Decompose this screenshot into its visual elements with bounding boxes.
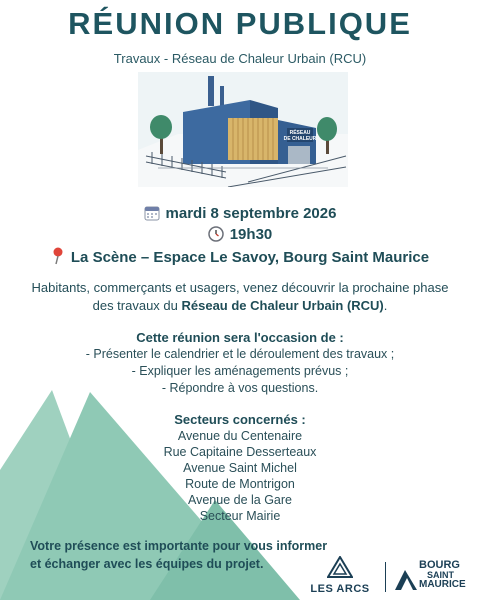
heating-plant-illustration [138,72,348,187]
bsm-line-2: SAINT [427,570,454,580]
les-arcs-text: LES ARCS [310,583,370,595]
map-pin-icon [51,247,65,265]
page-subtitle: Travaux - Réseau de Chaleur Urbain (RCU) [113,51,367,66]
intro-end: . [383,298,388,313]
intro-paragraph [20,279,460,315]
clock-icon [208,226,224,242]
bourg-saint-maurice-logo [393,558,473,594]
les-arcs-emblem-icon [327,556,353,578]
list-item: - Présenter le calendrier et le déroulement des travaux ; [85,347,395,361]
bsm-line-3: MAURICE [419,579,466,590]
bsm-mountain-icon [393,562,419,592]
list-item: - Répondre à vos questions. [161,381,319,395]
page-title: RÉUNION PUBLIQUE [68,6,412,41]
les-arcs-logo [310,556,370,596]
event-time [0,226,480,243]
event-place [0,247,480,266]
list-item: Avenue de la Gare [187,493,292,507]
intro-lead: Habitants, commerçants et usagers, venez découvrir la prochaine phase des travaux du [31,280,449,313]
sign-line-2: DE CHALEUR [283,136,317,142]
sectors-title: Secteurs concernés : [174,412,306,427]
calendar-icon [144,205,160,221]
event-time-text: 19h30 [229,226,273,243]
list-item: Route de Montrigon [185,477,295,491]
occasion-list [0,346,480,397]
event-place-text: La Scène – Espace Le Savoy, Bourg Saint Maurice [70,249,430,266]
closing-message: Votre présence est importante pour vous informer et échanger avec les équipes du projet. [30,539,328,571]
intro-highlight: Réseau de Chaleur Urbain (RCU) [181,298,384,313]
list-item: - Expliquer les aménagements prévus ; [131,364,349,378]
bsm-line-1: BOURG [419,559,460,571]
list-item: Avenue du Centenaire [177,429,303,443]
sign-line-1: RÉSEAU [289,130,311,136]
list-item: Avenue Saint Michel [183,461,297,475]
occasion-title: Cette réunion sera l'occasion de : [136,330,344,345]
list-item: Secteur Mairie [199,509,281,523]
event-date [0,205,480,222]
sectors-list [0,428,480,524]
event-date-text: mardi 8 septembre 2026 [165,205,337,222]
list-item: Rue Capitaine Desserteaux [163,445,317,459]
logo-divider [385,562,386,592]
